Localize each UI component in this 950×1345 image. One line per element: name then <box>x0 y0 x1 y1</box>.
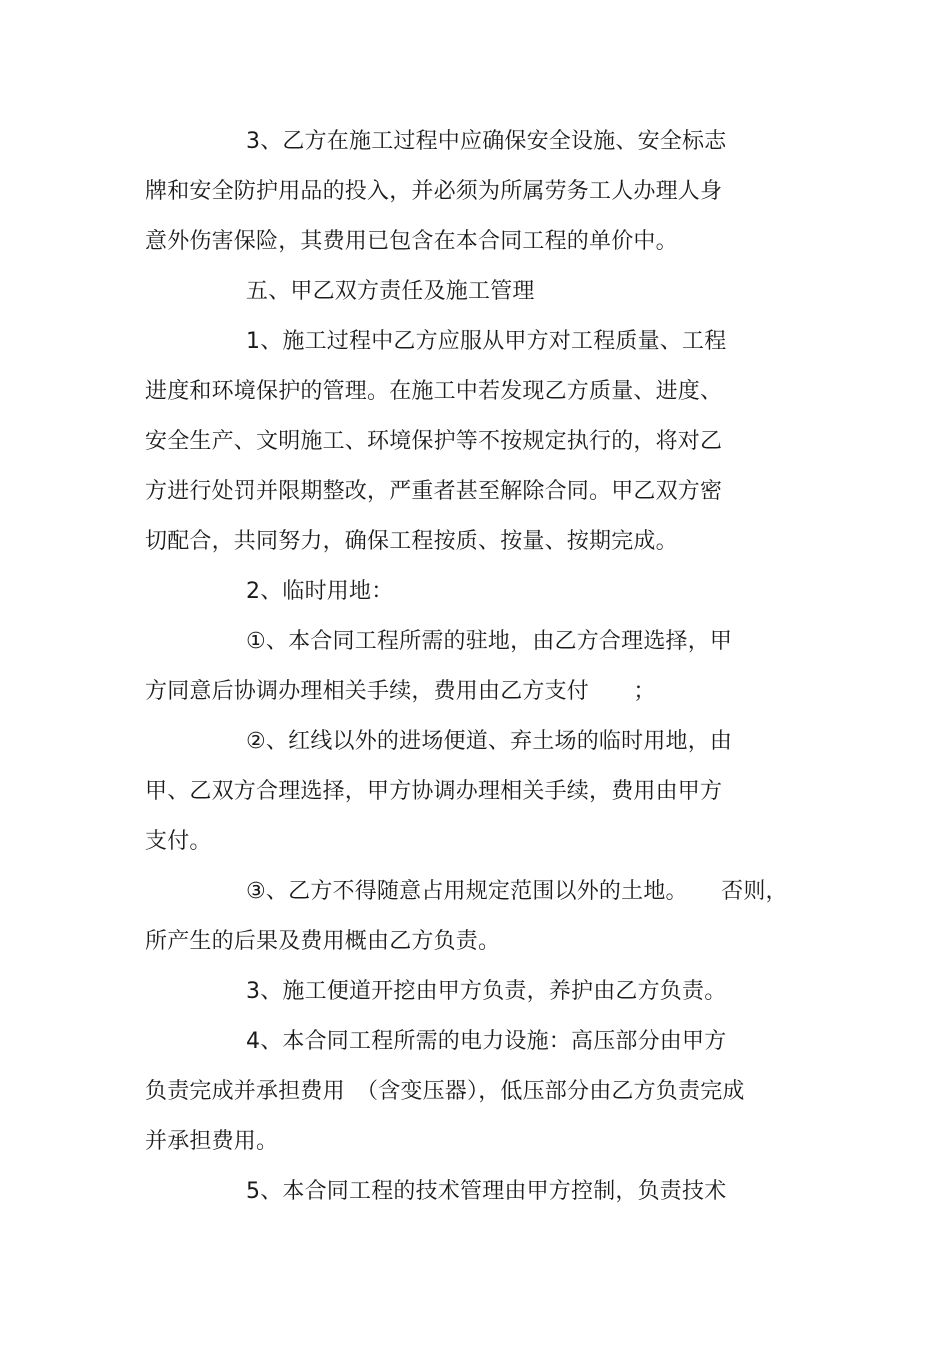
paragraph-line: 2、临时用地： <box>246 579 394 604</box>
paragraph-line: 甲、乙双方合理选择，甲方协调办理相关手续，费用由甲方 <box>145 779 723 804</box>
paragraph-line: 方进行处罚并限期整改，严重者甚至解除合同。甲乙双方密 <box>145 479 723 504</box>
paragraph-line: 3、乙方在施工过程中应确保安全设施、安全标志 <box>246 129 727 154</box>
paragraph-line: 方同意后协调办理相关手续，费用由乙方支付 ； <box>145 679 656 704</box>
paragraph-line: 进度和环境保护的管理。在施工中若发现乙方质量、进度、 <box>145 379 723 404</box>
paragraph-line: 并承担费用。 <box>145 1129 279 1154</box>
paragraph-line: 牌和安全防护用品的投入，并必须为所属劳务工人办理人身 <box>145 179 723 204</box>
paragraph-line: 5、本合同工程的技术管理由甲方控制，负责技术 <box>246 1179 727 1204</box>
paragraph-line: 3、施工便道开挖由甲方负责，养护由乙方负责。 <box>246 979 727 1004</box>
paragraph-line: 切配合，共同努力，确保工程按质、按量、按期完成。 <box>145 529 678 554</box>
paragraph-line: 1、施工过程中乙方应服从甲方对工程质量、工程 <box>246 329 727 354</box>
paragraph-line: 支付。 <box>145 829 212 854</box>
paragraph-line: ①、本合同工程所需的驻地，由乙方合理选择，甲 <box>246 629 733 654</box>
paragraph-line: 所产生的后果及费用概由乙方负责。 <box>145 929 501 954</box>
paragraph-line: ③、乙方不得随意占用规定范围以外的土地。 否则， <box>246 879 788 904</box>
section-heading: 五、甲乙双方责任及施工管理 <box>246 279 535 304</box>
paragraph-line: ②、红线以外的进场便道、弃土场的临时用地，由 <box>246 729 733 754</box>
paragraph-line: 负责完成并承担费用 （含变压器），低压部分由乙方负责完成 <box>145 1079 745 1104</box>
paragraph-line: 意外伤害保险，其费用已包含在本合同工程的单价中。 <box>145 229 678 254</box>
paragraph-line: 安全生产、文明施工、环境保护等不按规定执行的，将对乙 <box>145 429 723 454</box>
paragraph-line: 4、本合同工程所需的电力设施：高压部分由甲方 <box>246 1029 727 1054</box>
